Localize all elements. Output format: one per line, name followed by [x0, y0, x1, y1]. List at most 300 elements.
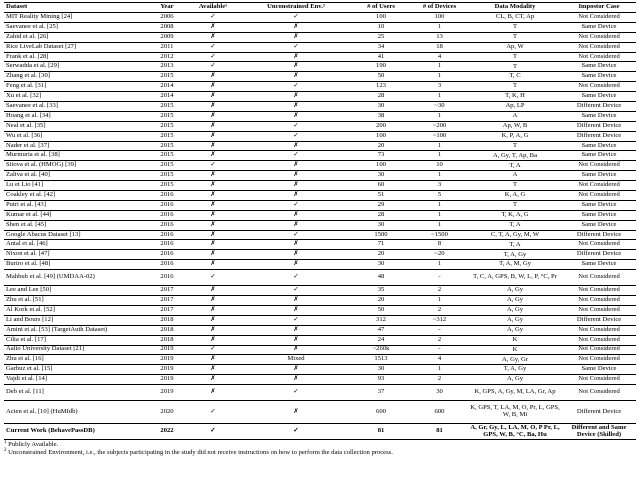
cell-modality: A, Gr, Gy, L, LA, M, O, P Pr, L, GPS, W, B, °C, Ba, Hu	[468, 424, 562, 440]
table-row	[4, 401, 636, 424]
cell-users: 28	[351, 210, 411, 220]
cell-year: 2014	[149, 82, 185, 92]
cell-users: 100	[351, 161, 411, 171]
cell-impostor: Same Device	[562, 260, 636, 270]
cell-available: ✓	[185, 161, 241, 171]
cell-dataset: Al Kork et al. [52]	[4, 305, 149, 315]
cell-dataset: Sitova et al. (HMOG) [39]	[4, 161, 149, 171]
cell-impostor: Not Considered	[562, 181, 636, 191]
cell-users: 81	[351, 424, 411, 440]
table-row	[4, 102, 636, 112]
cell-users: 93	[351, 375, 411, 385]
cell-year: 2015	[149, 131, 185, 141]
table-row	[4, 171, 636, 181]
header-dataset: Dataset	[4, 3, 149, 13]
cell-available: ✗	[185, 131, 241, 141]
table-row	[4, 210, 636, 220]
cell-impostor: Different Device	[562, 401, 636, 424]
cell-unconstrained: ✗	[241, 401, 351, 424]
cell-devices: 1	[411, 22, 468, 32]
cell-dataset: Feng et al. [31]	[4, 82, 149, 92]
cell-available: ✗	[185, 260, 241, 270]
cell-modality: T	[468, 32, 562, 42]
cell-users: 48	[351, 270, 411, 286]
datasets-table	[4, 2, 636, 440]
table-row	[4, 161, 636, 171]
cell-devices: 2	[411, 375, 468, 385]
table-header	[4, 3, 636, 13]
cell-users: 312	[351, 315, 411, 325]
footnotes	[4, 441, 636, 456]
cell-modality: A, Gy	[468, 375, 562, 385]
cell-available: ✗	[185, 220, 241, 230]
table-row	[4, 325, 636, 335]
cell-modality: T	[468, 82, 562, 92]
cell-users: 71	[351, 240, 411, 250]
cell-impostor: Not Considered	[562, 296, 636, 306]
cell-devices: 2	[411, 305, 468, 315]
cell-users: 73	[351, 151, 411, 161]
cell-impostor: Not Considered	[562, 270, 636, 286]
cell-devices: 100	[411, 13, 468, 23]
cell-available: ✗	[185, 355, 241, 365]
cell-dataset: Frank et al. [28]	[4, 52, 149, 62]
cell-devices: 8	[411, 240, 468, 250]
table-row	[4, 151, 636, 161]
cell-users: 123	[351, 82, 411, 92]
cell-devices: ~200	[411, 121, 468, 131]
cell-year: 2015	[149, 161, 185, 171]
table-row	[4, 121, 636, 131]
table-row	[4, 131, 636, 141]
cell-year: 2019	[149, 365, 185, 375]
cell-modality: T	[468, 62, 562, 72]
cell-modality: K	[468, 345, 562, 355]
cell-unconstrained: ✓	[241, 13, 351, 23]
cell-unconstrained: Mixed	[241, 355, 351, 365]
cell-available: ✓	[185, 345, 241, 355]
footnote-2	[4, 449, 636, 457]
cell-year: 2016	[149, 240, 185, 250]
cell-unconstrained: ✗	[241, 111, 351, 121]
cell-impostor: Same Device	[562, 72, 636, 82]
cell-unconstrained: ✗	[241, 141, 351, 151]
cell-available: ✓	[185, 52, 241, 62]
cell-year: 2014	[149, 92, 185, 102]
table-row	[4, 92, 636, 102]
cell-impostor: Same Device	[562, 171, 636, 181]
cell-year: 2013	[149, 62, 185, 72]
cell-dataset: Lu et Lio [41]	[4, 181, 149, 191]
table-row	[4, 230, 636, 240]
cell-impostor: Not Considered	[562, 191, 636, 201]
cell-year: 2019	[149, 355, 185, 365]
table-row	[4, 424, 636, 440]
cell-users: 1513	[351, 355, 411, 365]
cell-year: 2019	[149, 375, 185, 385]
header-year: Year	[149, 3, 185, 13]
cell-impostor: Different Device	[562, 121, 636, 131]
cell-unconstrained: ✓	[241, 131, 351, 141]
table-row	[4, 62, 636, 72]
cell-impostor: Same Device	[562, 111, 636, 121]
cell-year: 2015	[149, 181, 185, 191]
cell-year: 2022	[149, 424, 185, 440]
cell-dataset: Current Work (BehavePassDB)	[4, 424, 149, 440]
cell-modality: A, Gy	[468, 315, 562, 325]
table-row	[4, 181, 636, 191]
header-impostor-case: Impostor Case	[562, 3, 636, 13]
cell-modality: T, A, Gy	[468, 250, 562, 260]
cell-users: 60	[351, 181, 411, 191]
table-row	[4, 52, 636, 62]
table-row	[4, 32, 636, 42]
cell-devices: 4	[411, 355, 468, 365]
cell-impostor: Not Considered	[562, 305, 636, 315]
cell-impostor: Not Considered	[562, 52, 636, 62]
header-row	[4, 3, 636, 13]
table-body	[4, 13, 636, 440]
cell-year: 2017	[149, 286, 185, 296]
cell-dataset: Murmuria et al. [38]	[4, 151, 149, 161]
cell-modality: T, A, M, Gy	[468, 260, 562, 270]
cell-year: 2020	[149, 401, 185, 424]
table-row	[4, 220, 636, 230]
cell-dataset: MIT Reality Mining [24]	[4, 13, 149, 23]
cell-dataset: Lee and Lee [50]	[4, 286, 149, 296]
cell-dataset: Amini et al. [53] (TargetAuth Dataset)	[4, 325, 149, 335]
cell-users: ~260k	[351, 345, 411, 355]
cell-users: 20	[351, 296, 411, 306]
cell-impostor: Not Considered	[562, 375, 636, 385]
cell-devices: -	[411, 270, 468, 286]
cell-impostor: Not Considered	[562, 13, 636, 23]
cell-modality: T, C, A, GPS, B, W, L, P, °C, Pr	[468, 270, 562, 286]
cell-available: ✗	[185, 141, 241, 151]
cell-year: 2017	[149, 305, 185, 315]
cell-dataset: Rice LiveLab Dataset [27]	[4, 42, 149, 52]
cell-impostor: Different Device	[562, 131, 636, 141]
cell-devices: ~1500	[411, 230, 468, 240]
cell-modality: A, Gy, T, Ap, Ba	[468, 151, 562, 161]
cell-year: 2016	[149, 270, 185, 286]
cell-devices: 13	[411, 32, 468, 42]
cell-users: 28	[351, 92, 411, 102]
cell-devices: ~312	[411, 315, 468, 325]
cell-modality: K, GPS, T, LA, M, O, Pr, L, GPS, W, B, Mi	[468, 401, 562, 424]
cell-year: 2019	[149, 385, 185, 401]
cell-available: ✗	[185, 315, 241, 325]
cell-available: ✗	[185, 365, 241, 375]
cell-users: 10	[351, 22, 411, 32]
cell-modality: T, A, Gy	[468, 365, 562, 375]
cell-unconstrained: ✓	[241, 286, 351, 296]
table-row	[4, 270, 636, 286]
cell-users: 24	[351, 335, 411, 345]
cell-modality: A, Gy	[468, 325, 562, 335]
cell-dataset: Mahbub et al. [49] (UMDAA-02)	[4, 270, 149, 286]
cell-year: 2015	[149, 141, 185, 151]
cell-dataset: Cilia et al. [17]	[4, 335, 149, 345]
cell-available: ✗	[185, 92, 241, 102]
cell-devices: 1	[411, 365, 468, 375]
cell-dataset: Zhu et al. [16]	[4, 355, 149, 365]
cell-impostor: Same Device	[562, 210, 636, 220]
cell-impostor: Same Device	[562, 92, 636, 102]
cell-users: 30	[351, 171, 411, 181]
cell-dataset: Li and Bours [12]	[4, 315, 149, 325]
cell-modality: Ap, LP	[468, 102, 562, 112]
cell-dataset: Xu et al. [32]	[4, 92, 149, 102]
cell-modality: T, C	[468, 72, 562, 82]
cell-users: 38	[351, 111, 411, 121]
cell-modality: T	[468, 181, 562, 191]
cell-dataset: Antal et al. [46]	[4, 240, 149, 250]
cell-available: ✗	[185, 72, 241, 82]
cell-impostor: Not Considered	[562, 345, 636, 355]
cell-dataset: Buriro et al. [48]	[4, 260, 149, 270]
cell-unconstrained: ✗	[241, 335, 351, 345]
table-row	[4, 72, 636, 82]
cell-available: ✓	[185, 401, 241, 424]
cell-devices: 18	[411, 42, 468, 52]
cell-dataset: Zahid et al. [26]	[4, 32, 149, 42]
cell-impostor: Not Considered	[562, 32, 636, 42]
cell-year: 2009	[149, 32, 185, 42]
cell-modality: C, T, A, Gy, M, W	[468, 230, 562, 240]
cell-modality: A, Gy	[468, 305, 562, 315]
cell-unconstrained: ✓	[241, 230, 351, 240]
header-users: # of Users	[351, 3, 411, 13]
cell-unconstrained: ✓	[241, 270, 351, 286]
cell-users: 41	[351, 52, 411, 62]
cell-modality: K, P, A, G	[468, 131, 562, 141]
cell-devices: 1	[411, 72, 468, 82]
cell-available: ✗	[185, 250, 241, 260]
cell-modality: T	[468, 52, 562, 62]
cell-available: ✗	[185, 32, 241, 42]
cell-impostor: Same Device	[562, 22, 636, 32]
cell-available: ✗	[185, 286, 241, 296]
cell-unconstrained: ✓	[241, 121, 351, 131]
cell-unconstrained: ✓	[241, 82, 351, 92]
cell-unconstrained: ✗	[241, 92, 351, 102]
table-row	[4, 13, 636, 23]
cell-users: 25	[351, 32, 411, 42]
cell-devices: 1	[411, 296, 468, 306]
cell-impostor: Same Device	[562, 200, 636, 210]
cell-impostor: Different Device	[562, 230, 636, 240]
cell-dataset: Coakley et al. [42]	[4, 191, 149, 201]
cell-year: 2016	[149, 230, 185, 240]
cell-devices: 4	[411, 52, 468, 62]
cell-unconstrained: ✗	[241, 375, 351, 385]
cell-unconstrained: ✗	[241, 171, 351, 181]
cell-dataset: Kumar et al. [44]	[4, 210, 149, 220]
cell-year: 2016	[149, 250, 185, 260]
cell-available: ✓	[185, 424, 241, 440]
table-row	[4, 345, 636, 355]
cell-impostor: Not Considered	[562, 385, 636, 401]
cell-modality: T	[468, 22, 562, 32]
cell-year: 2016	[149, 191, 185, 201]
footnote-2-mark: 2	[4, 447, 7, 453]
cell-year: 2019	[149, 345, 185, 355]
cell-devices: 3	[411, 82, 468, 92]
cell-year: 2011	[149, 42, 185, 52]
cell-modality: A, Gy, Gr	[468, 355, 562, 365]
cell-users: 20	[351, 250, 411, 260]
cell-devices: 1	[411, 92, 468, 102]
cell-available: ✗	[185, 210, 241, 220]
cell-unconstrained: ✓	[241, 151, 351, 161]
table-row	[4, 22, 636, 32]
footnote-1-mark: 1	[4, 439, 7, 445]
cell-unconstrained: ✗	[241, 191, 351, 201]
cell-users: 30	[351, 220, 411, 230]
cell-available: ✗	[185, 200, 241, 210]
cell-available: ✗	[185, 181, 241, 191]
cell-available: ✗	[185, 22, 241, 32]
cell-impostor: Different Device	[562, 102, 636, 112]
cell-available: ✗	[185, 375, 241, 385]
table-row	[4, 191, 636, 201]
cell-devices: 1	[411, 220, 468, 230]
header-available: Available¹	[185, 3, 241, 13]
cell-unconstrained: ✗	[241, 52, 351, 62]
cell-devices: ~30	[411, 102, 468, 112]
cell-devices: 1	[411, 210, 468, 220]
table-row	[4, 385, 636, 401]
cell-impostor: Different and Same Device (Skilled)	[562, 424, 636, 440]
cell-modality: T, A	[468, 161, 562, 171]
cell-year: 2016	[149, 200, 185, 210]
cell-dataset: Aalto University Dataset [21]	[4, 345, 149, 355]
cell-modality: K	[468, 335, 562, 345]
cell-unconstrained: ✗	[241, 296, 351, 306]
cell-impostor: Different Device	[562, 250, 636, 260]
cell-dataset: Neal et al. [35]	[4, 121, 149, 131]
cell-dataset: Saevanee et al. [33]	[4, 102, 149, 112]
cell-impostor: Not Considered	[562, 286, 636, 296]
table-row	[4, 305, 636, 315]
cell-modality: T, K, H	[468, 92, 562, 102]
cell-modality: Ap, W	[468, 42, 562, 52]
cell-modality: CL, B, CT, Ap	[468, 13, 562, 23]
cell-impostor: Not Considered	[562, 82, 636, 92]
table-row	[4, 111, 636, 121]
cell-modality: T, K, A, G	[468, 210, 562, 220]
cell-year: 2006	[149, 13, 185, 23]
cell-available: ✗	[185, 385, 241, 401]
cell-available: ✗	[185, 191, 241, 201]
cell-users: 1500	[351, 230, 411, 240]
cell-dataset: Nader et al. [37]	[4, 141, 149, 151]
cell-devices: 1	[411, 62, 468, 72]
cell-unconstrained: ✗	[241, 32, 351, 42]
table-row	[4, 240, 636, 250]
cell-available: ✓	[185, 42, 241, 52]
cell-available: ✓	[185, 270, 241, 286]
header-devices: # of Devices	[411, 3, 468, 13]
cell-year: 2017	[149, 296, 185, 306]
table-row	[4, 82, 636, 92]
cell-dataset: Garbuz et al. [15]	[4, 365, 149, 375]
cell-modality: T	[468, 141, 562, 151]
cell-impostor: Not Considered	[562, 325, 636, 335]
cell-users: 100	[351, 131, 411, 141]
cell-available: ✗	[185, 230, 241, 240]
header-unconstrained-env: Unconstrained Env.²	[241, 3, 351, 13]
cell-devices: 10	[411, 161, 468, 171]
cell-unconstrained: ✗	[241, 220, 351, 230]
cell-impostor: Different Device	[562, 315, 636, 325]
cell-devices: 1	[411, 151, 468, 161]
cell-impostor: Same Device	[562, 62, 636, 72]
cell-year: 2016	[149, 260, 185, 270]
cell-users: 50	[351, 305, 411, 315]
cell-available: ✗	[185, 296, 241, 306]
cell-users: 51	[351, 191, 411, 201]
table-row	[4, 365, 636, 375]
table-row	[4, 286, 636, 296]
cell-unconstrained: ✓	[241, 315, 351, 325]
table-row	[4, 200, 636, 210]
cell-impostor: Same Device	[562, 151, 636, 161]
cell-available: ✗	[185, 171, 241, 181]
table-container	[4, 2, 636, 456]
cell-users: 30	[351, 260, 411, 270]
cell-modality: Ap, W, B	[468, 121, 562, 131]
cell-year: 2015	[149, 102, 185, 112]
cell-year: 2018	[149, 315, 185, 325]
table-row	[4, 375, 636, 385]
cell-users: 100	[351, 13, 411, 23]
cell-year: 2016	[149, 210, 185, 220]
cell-users: 50	[351, 72, 411, 82]
cell-devices: 1	[411, 111, 468, 121]
cell-dataset: Hoang et al. [34]	[4, 111, 149, 121]
cell-year: 2012	[149, 52, 185, 62]
cell-modality: K, A, G	[468, 191, 562, 201]
cell-available: ✗	[185, 335, 241, 345]
table-row	[4, 260, 636, 270]
cell-unconstrained: ✗	[241, 240, 351, 250]
cell-available: ✓	[185, 62, 241, 72]
cell-users: 30	[351, 365, 411, 375]
table-row	[4, 296, 636, 306]
cell-dataset: Zhang et al. [30]	[4, 72, 149, 82]
cell-unconstrained: ✗	[241, 210, 351, 220]
cell-users: 35	[351, 286, 411, 296]
cell-devices: 81	[411, 424, 468, 440]
cell-users: 30	[351, 102, 411, 112]
cell-unconstrained: ✗	[241, 365, 351, 375]
table-row	[4, 141, 636, 151]
cell-unconstrained: ✗	[241, 345, 351, 355]
cell-unconstrained: ✗	[241, 102, 351, 112]
table-row	[4, 42, 636, 52]
cell-devices: -	[411, 345, 468, 355]
cell-dataset: Zaliva et al. [40]	[4, 171, 149, 181]
table-row	[4, 315, 636, 325]
cell-users: 47	[351, 325, 411, 335]
cell-modality: A, Gy	[468, 286, 562, 296]
footnote-1	[4, 441, 636, 449]
cell-unconstrained: ✗	[241, 62, 351, 72]
cell-users: 200	[351, 121, 411, 131]
cell-users: 600	[351, 401, 411, 424]
